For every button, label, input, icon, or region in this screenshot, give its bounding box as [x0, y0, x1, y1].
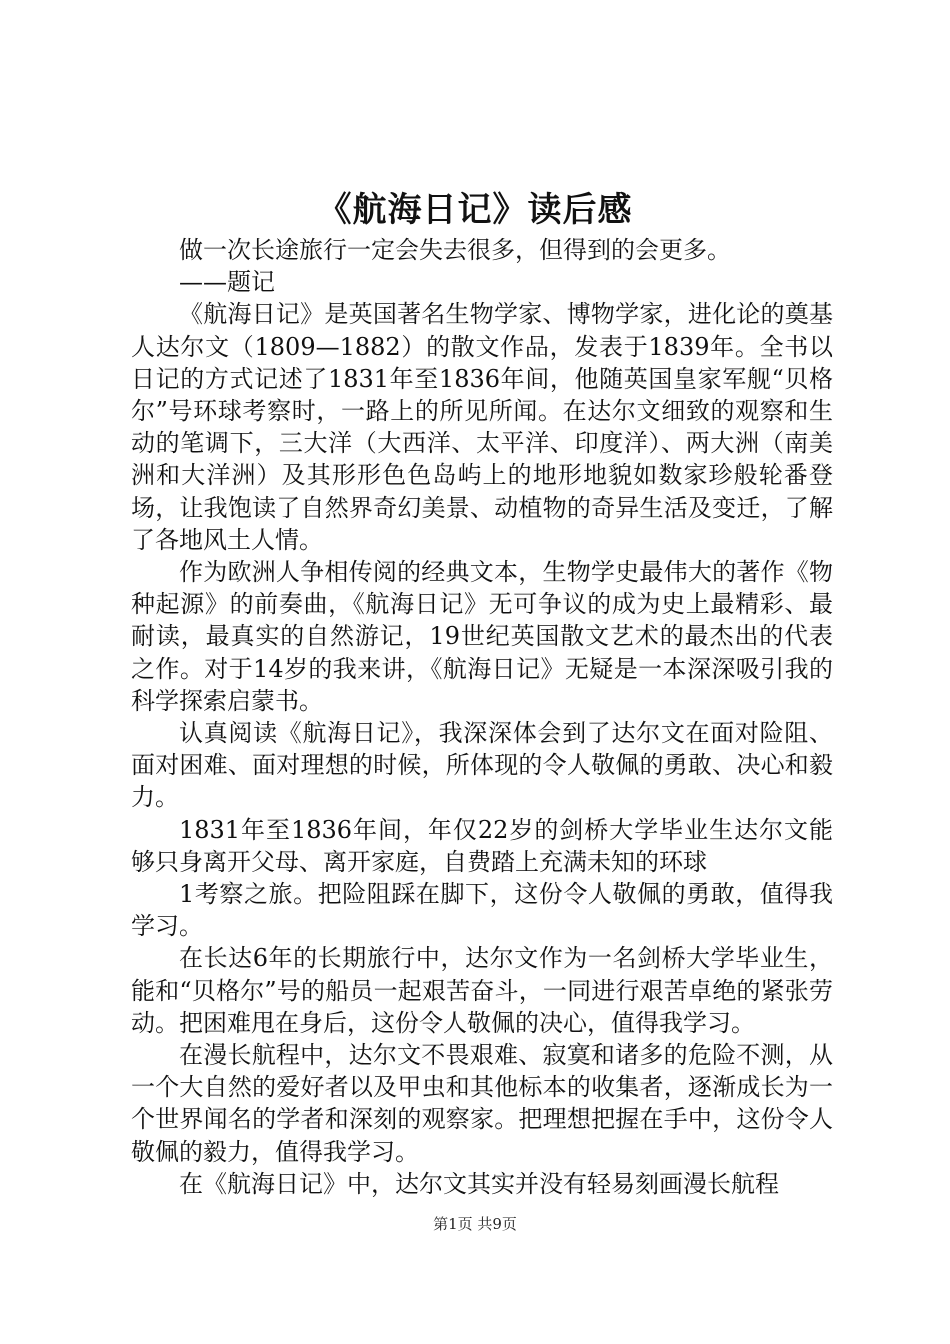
paragraph: 在《航海日记》中，达尔文其实并没有轻易刻画漫长航程 [179, 1169, 779, 1198]
paragraph: 作为欧洲人争相传阅的经典文本，生物学史最伟大的著作《物种起源》的前奏曲，《航海日记》无可争议的成为史上最精彩、最耐读，最真实的自然游记，19世纪英国散文艺术的最杰出的代表之作。对于14岁的我来讲，《航海日记》无疑是一本深深吸引我的科学探索启蒙书。 [131, 558, 833, 715]
document-body [131, 234, 833, 1200]
epigraph: 做一次长途旅行一定会失去很多，但得到的会更多。 [179, 236, 731, 264]
paragraph: 在长达6年的长期旅行中，达尔文作为一名剑桥大学毕业生，能和“贝格尔”号的船员一起艰苦奋斗，一同进行艰苦卓绝的紧张劳动。把困难甩在身后，这份令人敬佩的决心，值得我学习。 [131, 944, 833, 1037]
paragraph: 1831年至1836年间，年仅22岁的剑桥大学毕业生达尔文能够只身离开父母、离开家庭，自费踏上充满未知的环球 [131, 815, 833, 876]
document-title: 《航海日记》读后感 [317, 190, 633, 230]
page-number-footer: 第1页 共9页 [433, 1215, 517, 1233]
paragraph: 《航海日记》是英国著名生物学家、博物学家，进化论的奠基人达尔文（1809—1882）的散文作品，发表于1839年。全书以日记的方式记述了1831年至1836年间，他随英国皇家军舰“贝格尔”号环球考察时，一路上的所见所闻。在达尔文细致的观察和生动的笔调下，三大洋（大西洋、太平洋、印度洋）、两大洲（南美洲和大洋洲）及其形形色色岛屿上的地形地貌如数家珍般轮番登场，让我饱读了自然界奇幻美景、动植物的奇异生活及变迁，了解了各地风土人情。 [131, 300, 833, 554]
paragraph: 1考察之旅。把险阻踩在脚下，这份令人敬佩的勇敢，值得我学习。 [131, 880, 833, 941]
paragraph: 在漫长航程中，达尔文不畏艰难、寂寞和诸多的危险不测，从一个大自然的爱好者以及甲虫和其他标本的收集者，逐渐成长为一个世界闻名的学者和深刻的观察家。把理想把握在手中，这份令人敬佩的毅力，值得我学习。 [131, 1041, 833, 1166]
epigraph-attribution: ——题记 [179, 268, 275, 297]
paragraph: 认真阅读《航海日记》，我深深体会到了达尔文在面对险阻、面对困难、面对理想的时候，所体现的令人敬佩的勇敢、决心和毅力。 [131, 719, 833, 812]
